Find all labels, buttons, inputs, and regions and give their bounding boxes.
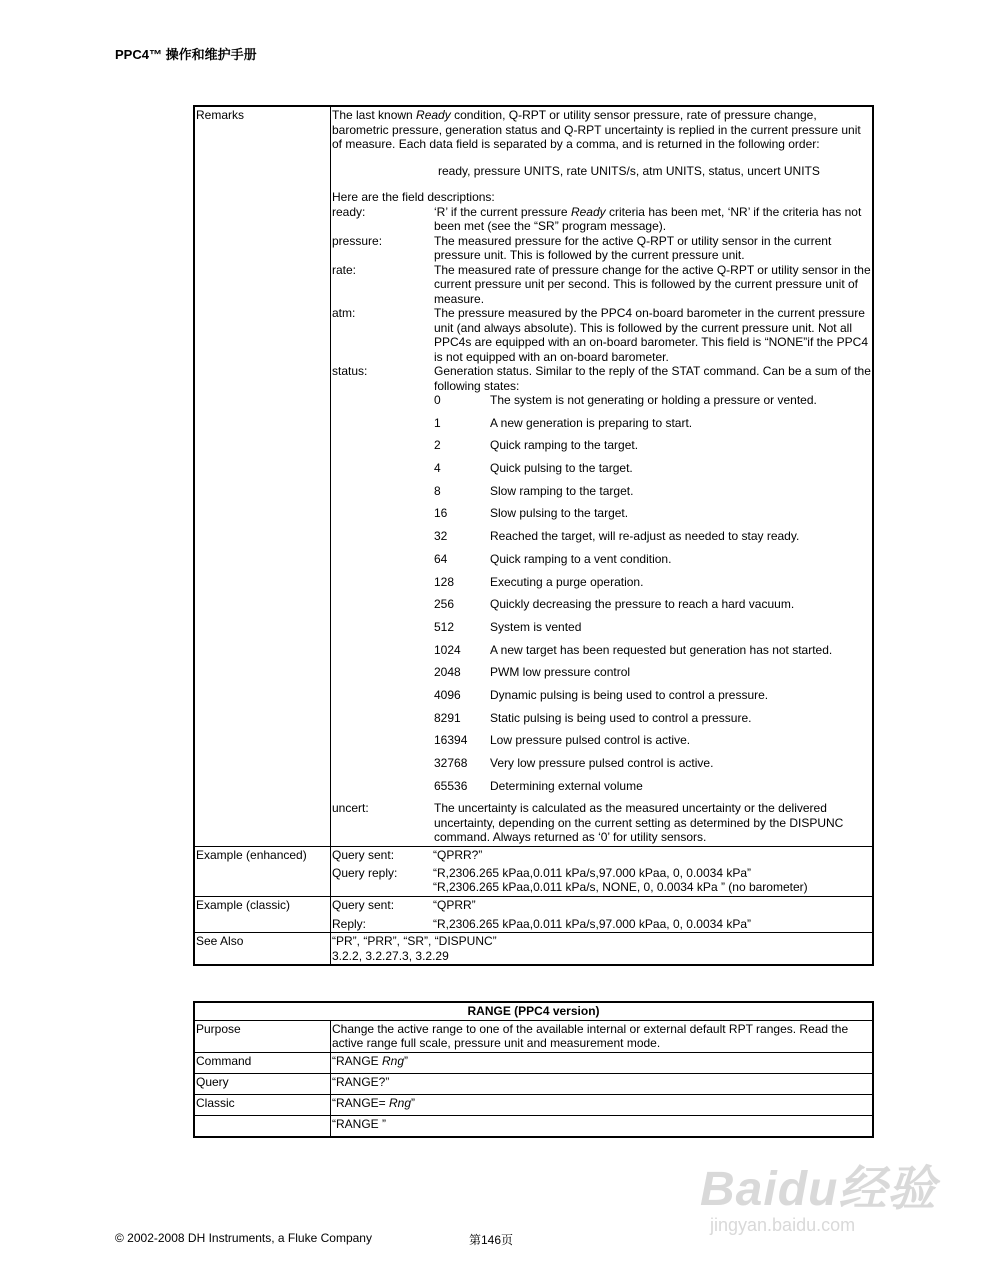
classic-extra-row (194, 1115, 873, 1137)
status-state-value: 4096 (434, 687, 461, 702)
footer-page-number: 第146页 (469, 1233, 514, 1247)
status-state-desc: Slow pulsing to the target. (490, 506, 629, 521)
status-state-row (434, 711, 871, 734)
status-state-value: 128 (434, 574, 455, 589)
command-text: “RANGE Rng” (331, 1052, 874, 1073)
status-state-row (434, 575, 871, 598)
field-status: status: Generation status. Similar to the reply of the STAT command. Can be a sum of the following states: 0 The system is not generating or holding a pressure or vented. 1 A new generation is preparing to start. 2 Quick ramping to the target. 4 Quick pulsing to the target. 8 Slow ramping to the target. 16 Slow pulsing to the target. 32 Reached the target, will re-adjust as needed to stay ready. 64 Quick ramping to a vent condition. 128 Executing a purge operation. 256 Quickly decreasing the pressure to reach a hard vacuum. 512 System is vented 1024 A new target has been requested but generation has not started. 2048 PWM low pressure control 4096 Dynamic pulsing is being used to control a pressure. 8291 Static pulsing is being used to control a pressure. 16394 Low pressure pulsed control is active. 32768 Very low pressure pulsed control is active. 65536 Determining external volume (332, 364, 871, 801)
status-state-desc: Reached the target, will re-adjust as needed to stay ready. (490, 529, 800, 544)
status-state-row (434, 484, 871, 507)
status-state-desc: Quickly decreasing the pressure to reach a hard vacuum. (490, 597, 795, 612)
page-header: PPC4™ 操作和维护手册 (115, 47, 257, 62)
status-state-desc: Quick ramping to the target. (490, 438, 639, 453)
status-state-desc: A new target has been requested but generation has not started. (490, 642, 833, 657)
purpose-row (194, 1020, 873, 1052)
see-also-row (194, 933, 873, 966)
status-state-row (434, 393, 871, 416)
baidu-watermark (700, 1150, 940, 1250)
status-state-desc: Executing a purge operation. (490, 574, 644, 589)
field-ready: ready: ‘R’ if the current pressure Ready criteria has been met, ‘NR’ if the criteria has not been met (see the “SR” program message). (332, 204, 862, 233)
status-state-desc: Very low pressure pulsed control is active. (490, 756, 714, 770)
status-state-desc: Static pulsing is being used to control a pressure. (490, 710, 752, 725)
status-state-value: 2 (434, 438, 441, 453)
status-state-row (434, 643, 871, 666)
example-enhanced-row (194, 846, 873, 896)
classic-row (194, 1094, 873, 1115)
classic-extra-text: “RANGE ” (331, 1115, 874, 1137)
remarks-content (331, 106, 874, 846)
range-command-table (193, 1001, 874, 1138)
field-atm: atm: The pressure measured by the PPC4 on-board barometer in the current pressure unit (and always absolute). This is followed by the current pressure unit. Not all PPC4s are equipped with an on-board barometer. This field is “NONE”if the PPC4 is not equipped with an on-board barometer. (332, 306, 868, 364)
status-state-value: 65536 (434, 778, 468, 793)
enhanced-query-reply: Query reply: “R,2306.265 kPaa,0.011 kPa/s,97.000 kPaa, 0, 0.0034 kPa” “R,2306.265 kPaa,0.011 kPa/s, NONE, 0, 0.0034 kPa ” (no barometer) (332, 865, 808, 895)
status-states-list (434, 393, 871, 801)
classic-reply: Reply: “R,2306.265 kPaa,0.011 kPa/s,97.000 kPaa, 0, 0.0034 kPa” (332, 916, 751, 931)
purpose-text: Change the active range to one of the available internal or external default RPT ranges. Read the active range full scale, pressure unit and measurement mode. (331, 1020, 874, 1052)
status-state-row (434, 597, 871, 620)
query-text: “RANGE?” (331, 1073, 874, 1094)
classic-label: Classic (194, 1094, 331, 1115)
field-pressure: pressure: The measured pressure for the active Q-RPT or utility sensor in the current pressure unit. This is followed by the current pressure unit. (332, 233, 832, 262)
status-state-row (434, 756, 871, 779)
field-rate: rate: The measured rate of pressure change for the active Q-RPT or utility sensor in the current pressure unit per second. This is followed by the current pressure unit of measure. (332, 262, 871, 306)
range-table-title: RANGE (PPC4 version) (194, 1002, 873, 1020)
example-enhanced-label: Example (enhanced) (194, 846, 331, 896)
status-state-row (434, 438, 871, 461)
status-state-desc: PWM low pressure control (490, 665, 631, 680)
status-state-row (434, 620, 871, 643)
status-state-value: 8291 (434, 710, 461, 725)
remarks-intro: The last known Ready condition, Q-RPT or utility sensor pressure, rate of pressure change, barometric pressure, generation status and Q-RPT uncertainty is replied in the current pressure unit of measure. Each data field is separated by a comma, and is returned in the following order: (332, 108, 861, 151)
status-state-row (434, 688, 871, 711)
status-state-value: 1 (434, 415, 441, 430)
command-label: Command (194, 1052, 331, 1073)
remarks-row (194, 106, 873, 846)
status-state-value: 2048 (434, 665, 461, 680)
remarks-label: Remarks (194, 106, 331, 846)
see-also-label: See Also (194, 933, 331, 966)
status-state-value: 0 (434, 393, 441, 407)
status-state-value: 8 (434, 483, 441, 498)
field-desc-title: Here are the field descriptions: (332, 190, 495, 204)
status-state-desc: Dynamic pulsing is being used to control a pressure. (490, 687, 769, 702)
status-state-row (434, 665, 871, 688)
status-state-row (434, 461, 871, 484)
field-uncert: uncert: The uncertainty is calculated as the measured uncertainty or the delivered uncertainty, depending on the current setting as determined by the DISPUNC command. Always returned as ‘0’ for utility sensors. (332, 801, 844, 845)
status-state-value: 4 (434, 461, 441, 476)
status-state-row (434, 552, 871, 575)
status-state-desc: Quick pulsing to the target. (490, 461, 633, 476)
watermark-url: jingyan.baidu.com (710, 1215, 856, 1235)
classic-text: “RANGE= Rng” (331, 1094, 874, 1115)
status-state-value: 512 (434, 619, 455, 634)
command-row (194, 1052, 873, 1073)
status-state-value: 64 (434, 551, 448, 566)
see-also-sections: 3.2.2, 3.2.27.3, 3.2.29 (332, 948, 449, 963)
status-state-desc: Slow ramping to the target. (490, 483, 634, 498)
status-state-value: 32768 (434, 756, 468, 770)
status-state-desc: The system is not generating or holding a pressure or vented. (490, 393, 817, 407)
status-state-value: 256 (434, 597, 455, 612)
status-state-value: 1024 (434, 642, 461, 657)
status-state-row (434, 779, 871, 802)
status-state-row (434, 529, 871, 552)
query-label: Query (194, 1073, 331, 1094)
classic-query-sent: Query sent: “QPRR” (332, 897, 476, 912)
watermark-logo: Baidu经验 (700, 1163, 937, 1216)
query-row (194, 1073, 873, 1094)
qprr-command-table (193, 105, 874, 966)
status-state-value: 16394 (434, 733, 468, 748)
status-state-desc: Quick ramping to a vent condition. (490, 551, 672, 566)
status-state-desc: System is vented (490, 619, 582, 634)
example-classic-row (194, 896, 873, 933)
see-also-commands: “PR”, “PRR”, “SR”, “DISPUNC” (332, 934, 497, 949)
purpose-label: Purpose (194, 1020, 331, 1052)
status-state-value: 32 (434, 529, 448, 544)
status-state-desc: Low pressure pulsed control is active. (490, 733, 691, 748)
status-state-desc: Determining external volume (490, 778, 643, 793)
status-state-desc: A new generation is preparing to start. (490, 415, 693, 430)
footer-copyright: © 2002-2008 DH Instruments, a Fluke Company (115, 1231, 372, 1245)
reply-format: ready, pressure UNITS, rate UNITS/s, atm UNITS, status, uncert UNITS (438, 163, 820, 178)
status-state-row (434, 416, 871, 439)
example-classic-label: Example (classic) (194, 896, 331, 933)
status-state-row (434, 506, 871, 529)
status-state-value: 16 (434, 506, 448, 521)
status-state-row (434, 733, 871, 756)
enhanced-query-sent: Query sent: “QPRR?” (332, 847, 483, 862)
